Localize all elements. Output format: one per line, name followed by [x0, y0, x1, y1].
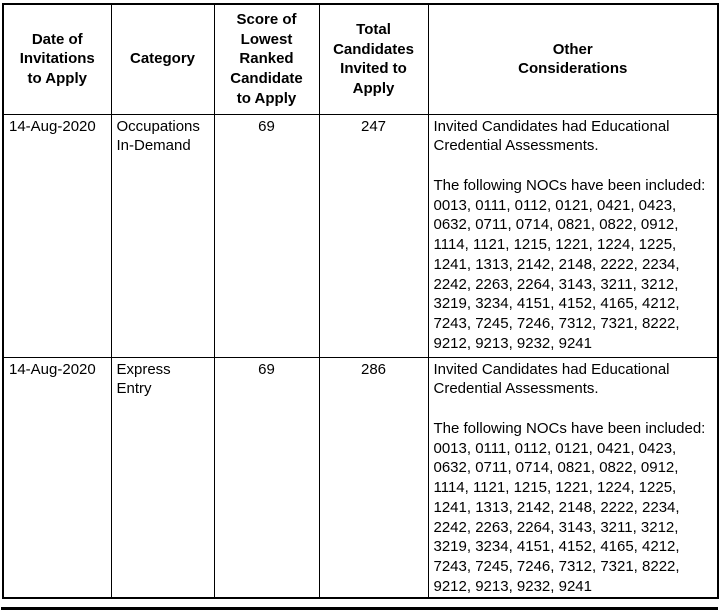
cell-total: 286: [319, 357, 428, 598]
category-line: In-Demand: [116, 137, 191, 155]
cell-other-considerations: [428, 357, 718, 598]
noc-line: 3219, 3234, 4151, 4152, 4165, 4212,: [433, 295, 680, 313]
table-row: [3, 357, 718, 598]
noc-line: 0013, 0111, 0112, 0121, 0421, 0423,: [433, 196, 677, 214]
header-line: Score of: [236, 10, 297, 28]
header-line: Invited to: [340, 60, 407, 78]
note-line: Credential Assessments.: [433, 137, 599, 155]
blank-line: [434, 399, 713, 419]
note-line: Invited Candidates had Educational: [433, 360, 670, 378]
noc-line: 0632, 0711, 0714, 0821, 0822, 0912,: [433, 459, 679, 477]
header-category: [111, 4, 214, 114]
header-line: Total: [356, 20, 391, 38]
noc-line: 9212, 9213, 9232, 9241: [433, 577, 592, 595]
cell-score: 69: [214, 357, 319, 598]
header-line: Ranked: [239, 50, 294, 68]
noc-line: 3219, 3234, 4151, 4152, 4165, 4212,: [433, 538, 680, 556]
header-total-candidates: [319, 4, 428, 114]
header-line: Candidates: [333, 40, 414, 58]
category-line: Entry: [116, 380, 152, 398]
header-line: Other: [552, 40, 593, 58]
cell-score: 69: [214, 114, 319, 357]
header-line: Lowest: [240, 30, 293, 48]
header-line: Considerations: [518, 60, 628, 78]
cell-date: 14-Aug-2020: [3, 357, 111, 598]
cell-category: [111, 114, 214, 357]
note-line: Invited Candidates had Educational: [433, 117, 670, 135]
header-other-considerations: [428, 4, 718, 114]
cell-other-considerations: [428, 114, 718, 357]
header-date-of-invitations: [3, 4, 111, 114]
header-line: Date of: [31, 30, 83, 48]
noc-line: 1241, 1313, 2142, 2148, 2222, 2234,: [433, 498, 680, 516]
noc-line: 2242, 2263, 2264, 3143, 3211, 3212,: [433, 518, 679, 536]
noc-line: 7243, 7245, 7246, 7312, 7321, 8222,: [433, 558, 680, 575]
category-line: Occupations: [116, 117, 200, 135]
cell-date: 14-Aug-2020: [3, 114, 111, 357]
blank-line: [434, 156, 713, 176]
header-line: Category: [129, 50, 196, 68]
table-header-row: [3, 4, 718, 114]
noc-line: 1114, 1121, 1215, 1221, 1224, 1225,: [433, 479, 677, 496]
noc-line: 7243, 7245, 7246, 7312, 7321, 8222,: [433, 315, 680, 332]
header-line: Candidate: [230, 70, 303, 88]
header-line: to Apply: [27, 70, 87, 88]
noc-line: 9212, 9213, 9232, 9241: [433, 334, 592, 352]
header-line: to Apply: [236, 89, 297, 107]
table-row: [3, 114, 718, 357]
note-line: Credential Assessments.: [433, 380, 599, 398]
noc-line: 0632, 0711, 0714, 0821, 0822, 0912,: [433, 216, 679, 234]
header-line: Apply: [352, 80, 395, 97]
nocs-intro: The following NOCs have been included:: [433, 419, 706, 437]
noc-line: 2242, 2263, 2264, 3143, 3211, 3212,: [433, 275, 679, 293]
cell-category: [111, 357, 214, 598]
header-score-lowest-ranked: [214, 4, 319, 114]
noc-line: 0013, 0111, 0112, 0121, 0421, 0423,: [433, 439, 677, 457]
invitation-rounds-table: [2, 3, 719, 599]
header-line: Invitations: [19, 50, 95, 68]
category-line: Express: [116, 360, 171, 378]
cell-total: 247: [319, 114, 428, 357]
noc-line: 1114, 1121, 1215, 1221, 1224, 1225,: [433, 236, 677, 253]
noc-line: 1241, 1313, 2142, 2148, 2222, 2234,: [433, 255, 680, 273]
nocs-intro: The following NOCs have been included:: [433, 176, 706, 194]
